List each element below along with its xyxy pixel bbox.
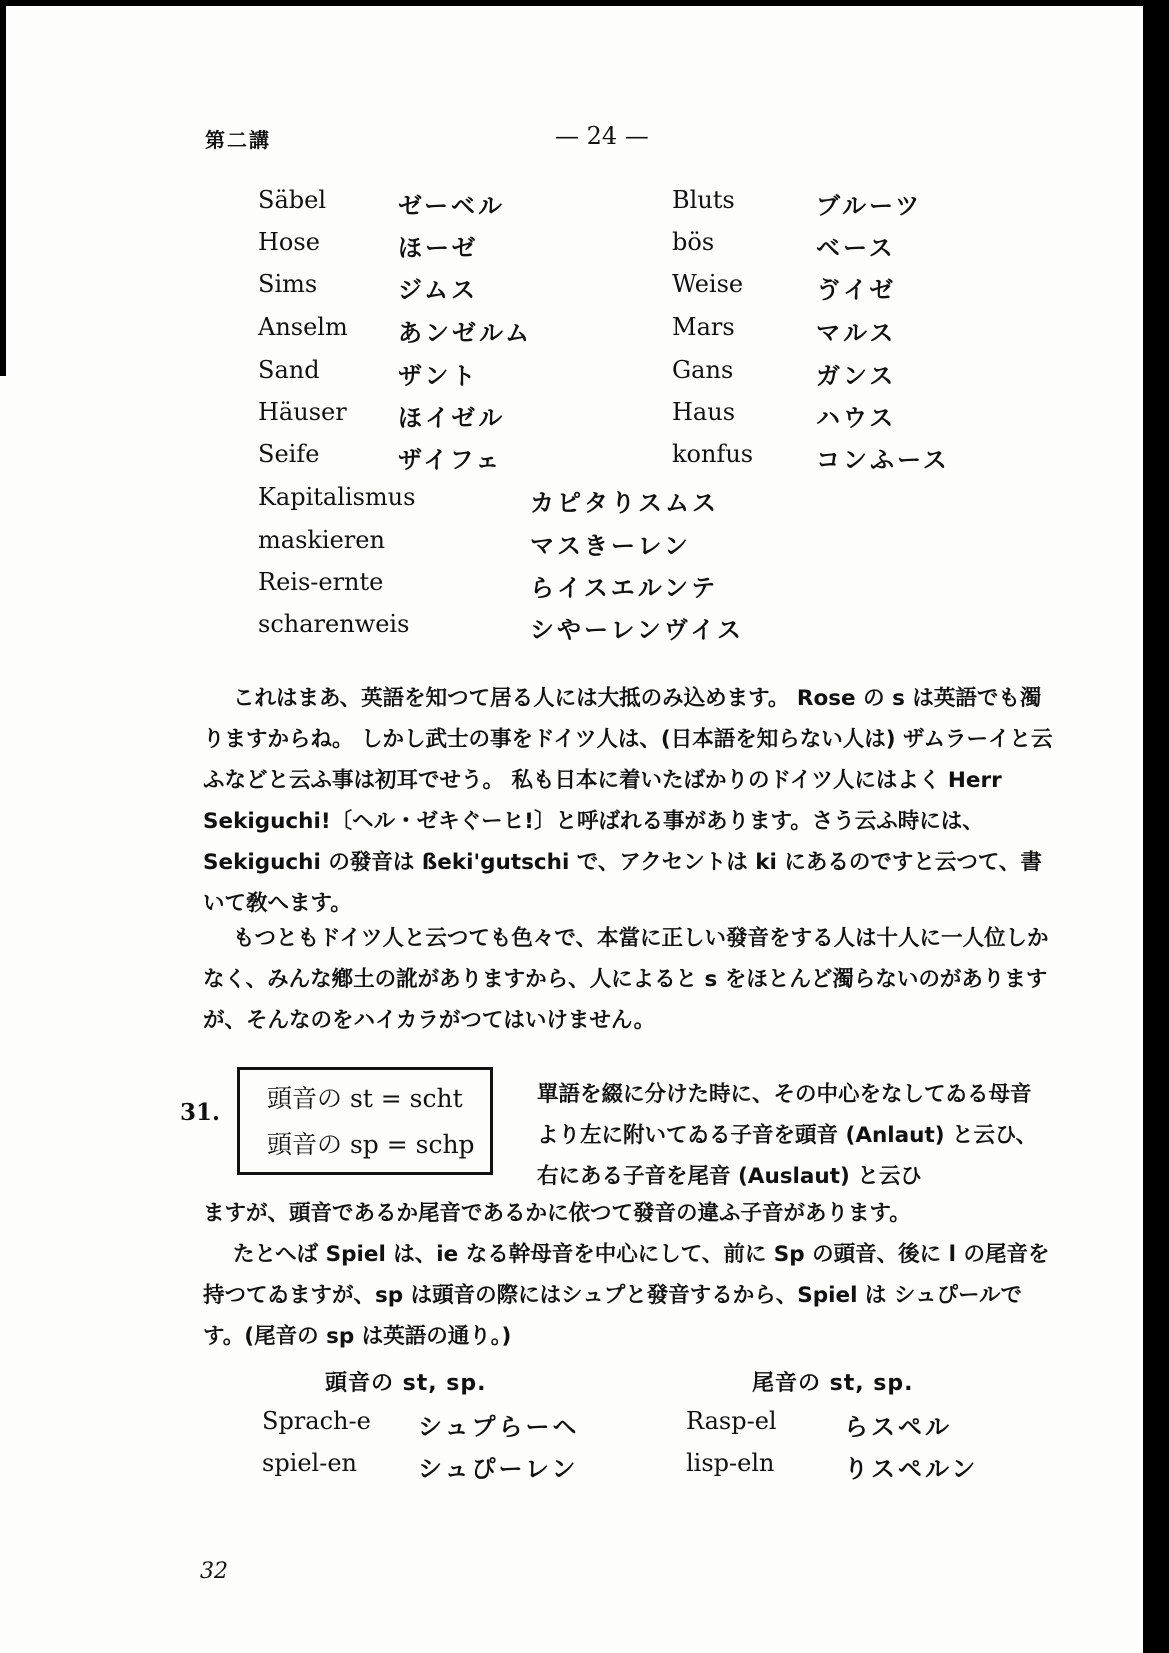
word-de: Rasp-el xyxy=(686,1407,777,1435)
word-ja: りスペルン xyxy=(844,1455,979,1483)
paragraph xyxy=(203,678,1053,924)
word-de: Gans xyxy=(672,356,734,384)
word-ja: カピタりスムス xyxy=(530,489,719,517)
page-number: — 24 — xyxy=(555,122,649,150)
word-ja: らイスエルンテ xyxy=(530,574,719,602)
word-ja: マスきーレン xyxy=(530,532,691,560)
word-ja: ベース xyxy=(816,234,896,262)
word-ja: ゼーベル xyxy=(398,192,506,220)
word-de: Reis-ernte xyxy=(258,568,384,596)
word-de: Mars xyxy=(672,313,735,341)
rule-line: 頭音の st = scht xyxy=(267,1084,463,1113)
word-ja: シュプらーヘ xyxy=(418,1413,580,1441)
section-continuation: ますが、頭音であるか尾音であるかに依つて發音の違ふ子音があります。 xyxy=(203,1201,911,1226)
section-side-text: 單語を綴に分けた時に、その中心をなしてゐる母音より左に附いてゐる子音を頭音 (Anlaut) と云ひ、右にある子音を尾音 (Auslaut) と云ひ xyxy=(537,1082,1038,1189)
word-de: konfus xyxy=(672,440,754,468)
paragraph-text: もつともドイツ人と云つても色々で、本當に正しい發音をする人は十人に一人位しかなく、みんな鄕土の訛がありますから、人によると s をほとんど濁らないのがありますが、そんなのをハイカラがつてはいけません。 xyxy=(203,926,1049,1033)
word-de: scharenweis xyxy=(258,610,410,638)
paragraph xyxy=(203,918,1053,1041)
word-ja: ジムス xyxy=(398,276,479,304)
book-page xyxy=(0,6,1143,1653)
table-header: 尾音の st, sp. xyxy=(752,1371,914,1396)
word-ja: あンゼルム xyxy=(398,319,533,347)
word-ja: ゔイゼ xyxy=(816,276,897,304)
word-de: Haus xyxy=(672,398,736,426)
rule-box xyxy=(237,1067,493,1175)
chapter-heading: 第二講 xyxy=(205,128,271,152)
word-ja: らスペル xyxy=(844,1413,952,1441)
section-number: 31. xyxy=(180,1099,221,1126)
table-header: 頭音の st, sp. xyxy=(325,1371,487,1396)
word-ja: ハウス xyxy=(816,404,897,432)
paragraph xyxy=(203,1234,1053,1357)
word-de: Kapitalismus xyxy=(258,483,416,511)
word-de: Sims xyxy=(258,270,318,298)
paragraph-text: たとへば Spiel は、ie なる幹母音を中心にして、前に Sp の頭音、後に l の尾音を持つてゐますが、sp は頭音の際にはシュプと發音するから、Spiel は シュぴールです。(尾音の sp は英語の通り。) xyxy=(203,1242,1050,1349)
word-de: maskieren xyxy=(258,526,385,554)
word-de: Häuser xyxy=(258,398,347,426)
word-ja: ザイフェ xyxy=(398,446,503,474)
footer-page-number: 32 xyxy=(200,1559,228,1584)
rule-line: 頭音の sp = schp xyxy=(267,1130,475,1159)
word-ja: ザント xyxy=(398,362,479,390)
scan-edge xyxy=(0,6,6,376)
word-de: Hose xyxy=(258,228,320,256)
word-ja: ガンス xyxy=(816,362,897,390)
word-ja: ほーゼ xyxy=(398,234,479,262)
word-de: Anselm xyxy=(258,313,348,341)
word-ja: マルス xyxy=(816,319,897,347)
word-de: Weise xyxy=(672,270,744,298)
word-ja: ブルーツ xyxy=(816,192,923,220)
paragraph-text: これはまあ、英語を知つて居る人には大抵のみ込めます。 Rose の s は英語でも濁りますからね。 しかし武士の事をドイツ人は、(日本語を知らない人は) ザムラーイと云ふなどと云ふ事は初耳でせう。 私も日本に着いたばかりのドイツ人にはよく Herr Sekiguchi!〔ヘル・ゼキぐーヒ!〕と呼ばれる事があります。さう云ふ時には、Sekiguchi の發音は ßeki'gutschi で、アクセントは ki にあるのですと云つて、書いて敎へます。 xyxy=(203,686,1053,916)
word-de: lisp-eln xyxy=(686,1449,775,1477)
word-de: Säbel xyxy=(258,186,326,214)
word-de: bös xyxy=(672,228,715,256)
word-de: Sand xyxy=(258,356,320,384)
word-de: spiel-en xyxy=(262,1449,358,1477)
word-de: Bluts xyxy=(672,186,735,214)
word-ja: シやーレンヴイス xyxy=(530,616,744,644)
word-ja: ほイゼル xyxy=(398,404,506,432)
word-ja: コンふース xyxy=(816,446,950,474)
word-de: Seife xyxy=(258,440,320,468)
word-ja: シュぴーレン xyxy=(418,1455,579,1483)
word-de: Sprach-e xyxy=(262,1407,371,1435)
